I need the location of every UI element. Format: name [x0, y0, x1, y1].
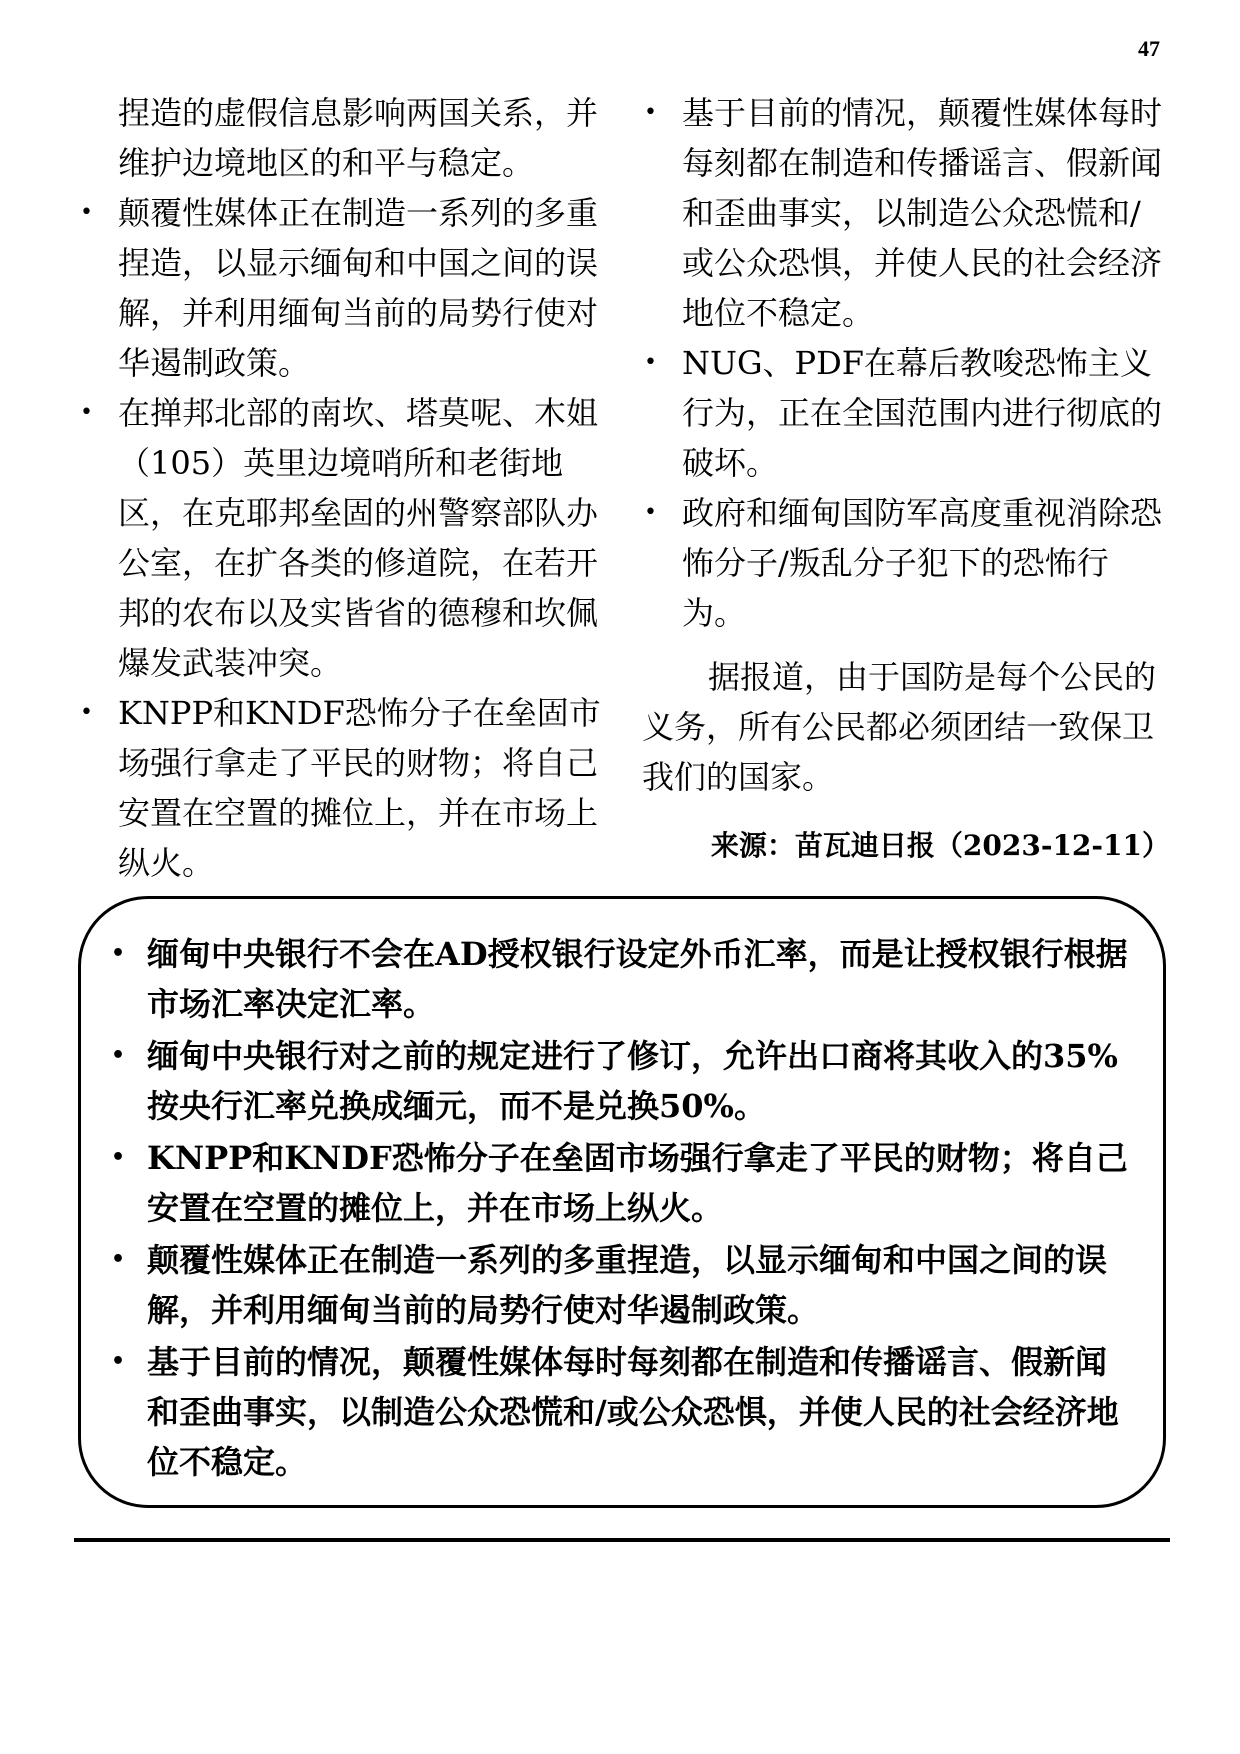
list-item-text: 颠覆性媒体正在制造一系列的多重捏造，以显示缅甸和中国之间的误解，并利用缅甸当前的局势行使对华遏制政策。: [147, 1241, 1108, 1329]
list-item: [644, 88, 1170, 338]
summary-box: [78, 896, 1166, 1508]
bullet-icon: •: [111, 1349, 126, 1374]
bullet-icon: •: [80, 700, 93, 725]
list-item: [111, 1235, 1133, 1335]
list-item-text: 在掸邦北部的南坎、塔莫呢、木姐（105）英里边境哨所和老街地区，在克耶邦垒固的州警察部队办公室，在扩各类的修道院，在若开邦的农布以及实皆省的德穆和坎佩爆发武装冲突。: [118, 394, 599, 682]
bullet-icon: •: [111, 941, 126, 966]
list-item-text: 基于目前的情况，颠覆性媒体每时每刻都在制造和传播谣言、假新闻和歪曲事实，以制造公众恐慌和/或公众恐惧，并使人民的社会经济地位不稳定。: [147, 1343, 1119, 1481]
continued-paragraph: 捏造的虚假信息影响两国关系，并维护边境地区的和平与稳定。: [118, 94, 599, 182]
bullet-icon: •: [111, 1043, 126, 1068]
bullet-icon: •: [644, 100, 657, 125]
closing-paragraph: 据报道，由于国防是每个公民的义务，所有公民都必须团结一致保卫我们的国家。: [642, 658, 1157, 796]
bullet-icon: •: [644, 350, 657, 375]
bullet-icon: •: [111, 1247, 126, 1272]
summary-bullet-list: [111, 929, 1133, 1487]
list-item-text: 缅甸中央银行不会在AD授权银行设定外币汇率，而是让授权银行根据市场汇率决定汇率。: [147, 935, 1128, 1023]
right-bullet-list: [644, 88, 1170, 638]
left-bullet-list: [80, 188, 602, 888]
bullet-icon: •: [644, 500, 657, 525]
list-item: [80, 688, 602, 888]
list-item-text: 政府和缅甸国防军高度重视消除恐怖分子/叛乱分子犯下的恐怖行为。: [682, 494, 1163, 632]
list-item-text: KNPP和KNDF恐怖分子在垒固市场强行拿走了平民的财物；将自己安置在空置的摊位上，并在市场上纵火。: [118, 694, 601, 882]
list-item-text: 缅甸中央银行对之前的规定进行了修订，允许出口商将其收入的35%按央行汇率兑换成缅元，而不是兑换50%。: [147, 1037, 1118, 1125]
bullet-icon: •: [80, 200, 93, 225]
left-column: [80, 88, 602, 888]
page-number: 47: [1138, 36, 1160, 61]
list-item-text: 颠覆性媒体正在制造一系列的多重捏造，以显示缅甸和中国之间的误解，并利用缅甸当前的局势行使对华遏制政策。: [118, 194, 599, 382]
right-column: [642, 88, 1170, 866]
source-citation: 来源：苗瓦迪日报（2023-12-11）: [710, 829, 1170, 862]
bottom-divider: [74, 1538, 1170, 1542]
list-item: [644, 338, 1170, 488]
list-item-text: 基于目前的情况，颠覆性媒体每时每刻都在制造和传播谣言、假新闻和歪曲事实，以制造公众恐慌和/或公众恐惧，并使人民的社会经济地位不稳定。: [682, 94, 1163, 332]
list-item: [111, 929, 1133, 1029]
list-item: [111, 1337, 1133, 1487]
bullet-icon: •: [111, 1145, 126, 1170]
list-item-text: KNPP和KNDF恐怖分子在垒固市场强行拿走了平民的财物；将自己安置在空置的摊位上，并在市场上纵火。: [147, 1139, 1128, 1227]
list-item: [644, 488, 1170, 638]
list-item: [80, 388, 602, 688]
list-item-text: NUG、PDF在幕后教唆恐怖主义行为，正在全国范围内进行彻底的破坏。: [682, 344, 1163, 482]
list-item: [111, 1031, 1133, 1131]
list-item: [80, 188, 602, 388]
bullet-icon: •: [80, 400, 93, 425]
list-item: [111, 1133, 1133, 1233]
